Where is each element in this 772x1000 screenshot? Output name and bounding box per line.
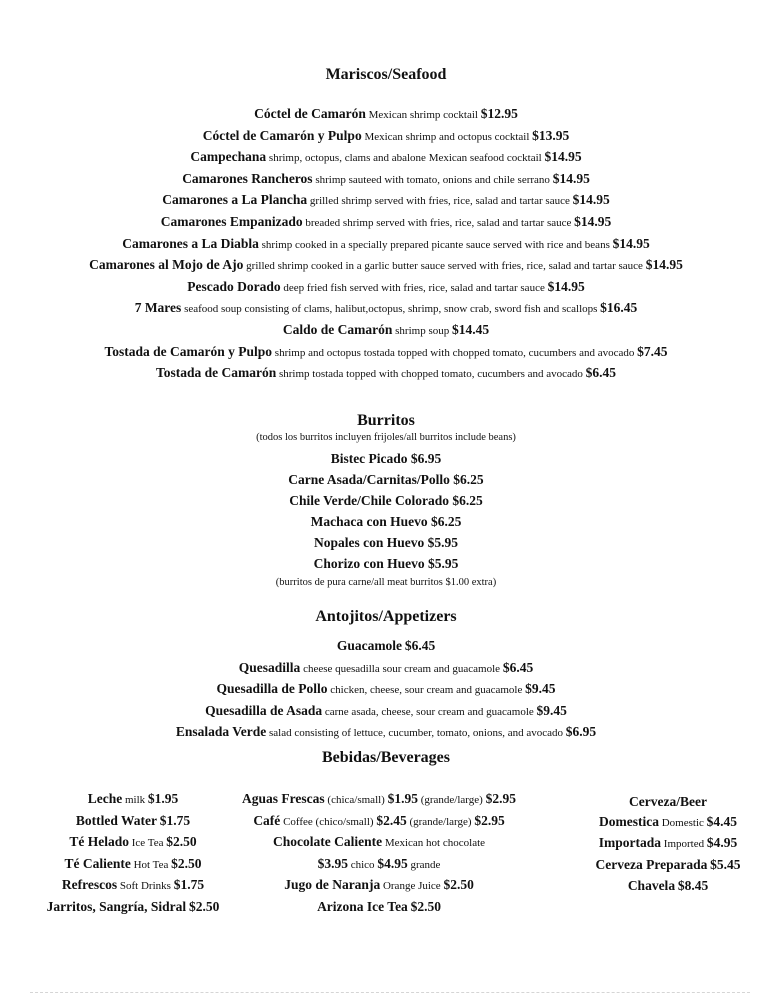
burritos-note-bottom: (burritos de pura carne/all meat burritos $1.00 extra) bbox=[275, 577, 497, 588]
item-description: grilled shrimp served with fries, rice, salad and tartar sauce bbox=[309, 195, 570, 208]
burrito-item: Machaca con Huevo $6.25 bbox=[310, 514, 462, 529]
beverage-item bbox=[588, 876, 748, 898]
item-name: Jugo de Naranja bbox=[284, 877, 381, 892]
item-price: $2.50 bbox=[188, 898, 220, 914]
item-price: $9.45 bbox=[525, 681, 556, 697]
item-name: Té Helado bbox=[69, 834, 130, 849]
item-description: Hot Tea bbox=[133, 858, 169, 871]
menu-item bbox=[0, 234, 772, 256]
item-price: $2.50 bbox=[410, 898, 441, 914]
item-name: Camarones a La Diabla bbox=[122, 235, 259, 251]
item-price: $3.95 bbox=[317, 855, 348, 871]
item-price: $2.45 bbox=[376, 812, 407, 828]
item-description: chicken, cheese, sour cream and guacamole bbox=[330, 684, 523, 697]
beverage-item bbox=[30, 854, 236, 876]
beverage-item bbox=[218, 875, 540, 897]
item-name: Guacamole bbox=[336, 638, 403, 653]
item-price: $2.50 bbox=[443, 877, 474, 892]
burrito-item: Bistec Picado $6.95 bbox=[330, 451, 442, 466]
item-name: Ensalada Verde bbox=[175, 724, 267, 740]
item-description: Mexican shrimp and octopus cocktail bbox=[364, 130, 530, 143]
menu-item bbox=[0, 169, 772, 191]
item-price: $16.45 bbox=[600, 300, 638, 316]
menu-item bbox=[0, 342, 772, 364]
item-name: Chocolate Caliente bbox=[272, 834, 383, 849]
item-price: $2.50 bbox=[171, 855, 202, 871]
item-price: $6.45 bbox=[502, 659, 534, 675]
item-price: $14.95 bbox=[552, 170, 590, 186]
item-name: Aguas Frescas bbox=[242, 791, 325, 806]
item-price: $14.95 bbox=[572, 192, 610, 208]
item-price: $2.50 bbox=[166, 834, 197, 849]
item-price: $13.95 bbox=[532, 127, 570, 143]
seafood-title: Mariscos/Seafood bbox=[325, 66, 447, 83]
burrito-item: Chorizo con Huevo $5.95 bbox=[313, 556, 459, 571]
item-description: shrimp, octopus, clams and abalone Mexican seafood cocktail bbox=[268, 152, 542, 165]
beverage-item bbox=[30, 897, 236, 919]
item-description: Coffee (chico/small) bbox=[283, 815, 374, 828]
item-description: shrimp cooked in a specially prepared picante sauce served with rice and beans bbox=[261, 238, 610, 251]
beverages-column-1 bbox=[30, 789, 236, 918]
beverage-item bbox=[30, 789, 236, 811]
item-price: $8.45 bbox=[677, 878, 709, 893]
beverages-column-2 bbox=[218, 789, 540, 918]
burrito-item: Carne Asada/Carnitas/Pollo $6.25 bbox=[288, 472, 484, 487]
beverage-item bbox=[588, 812, 748, 834]
item-price: $6.95 bbox=[565, 724, 597, 740]
appetizers-title: Antojitos/Appetizers bbox=[315, 608, 457, 625]
item-description: chico bbox=[350, 858, 375, 871]
item-description: (grande/large) bbox=[409, 815, 472, 828]
item-name: Cóctel de Camarón y Pulpo bbox=[202, 127, 362, 143]
burrito-item: Chile Verde/Chile Colorado $6.25 bbox=[289, 493, 483, 508]
item-price: $1.75 bbox=[173, 877, 205, 892]
item-name: Quesadilla de Pollo bbox=[216, 681, 328, 697]
item-name: Arizona Ice Tea bbox=[317, 898, 408, 914]
item-name: Camarones a La Plancha bbox=[162, 192, 308, 208]
item-name: Pescado Dorado bbox=[187, 278, 281, 294]
menu-item bbox=[0, 277, 772, 299]
item-name: Jarritos, Sangría, Sidral bbox=[46, 898, 187, 914]
item-description: (grande/large) bbox=[420, 794, 483, 806]
item-name: Quesadilla de Asada bbox=[205, 702, 323, 718]
page-edge-artifact bbox=[30, 992, 750, 995]
item-name: Tostada de Camarón y Pulpo bbox=[104, 343, 273, 359]
burritos-list bbox=[0, 429, 772, 592]
item-description: Domestic bbox=[661, 816, 704, 829]
item-name: Refrescos bbox=[61, 877, 118, 892]
beverages-column-3 bbox=[588, 792, 748, 898]
item-name: Tostada de Camarón bbox=[155, 365, 277, 381]
beverage-item bbox=[218, 832, 540, 854]
seafood-list bbox=[0, 104, 772, 385]
item-description: Mexican shrimp cocktail bbox=[368, 109, 478, 121]
item-name: Campechana bbox=[190, 149, 267, 165]
item-name: Cerveza Preparada bbox=[595, 856, 708, 872]
item-description: shrimp soup bbox=[395, 324, 450, 337]
menu-item bbox=[0, 636, 772, 658]
item-price: $4.95 bbox=[706, 835, 738, 850]
menu-item bbox=[0, 255, 772, 277]
item-price: $14.95 bbox=[645, 257, 683, 273]
beverage-item bbox=[588, 833, 748, 855]
menu-item bbox=[0, 722, 772, 744]
item-name: Camarones Empanizado bbox=[160, 213, 303, 229]
burritos-note-top: (todos los burritos incluyen frijoles/all burritos include beans) bbox=[256, 432, 516, 443]
beverage-item bbox=[218, 811, 540, 833]
beverage-item bbox=[218, 897, 540, 919]
menu-item bbox=[0, 190, 772, 212]
beverage-item bbox=[30, 811, 236, 833]
item-description: Soft Drinks bbox=[119, 880, 171, 892]
item-description: Orange Juice bbox=[382, 880, 441, 892]
item-name: Caldo de Camarón bbox=[282, 321, 393, 337]
item-name: Café bbox=[253, 812, 281, 828]
item-price: $6.45 bbox=[585, 365, 617, 381]
item-name: Chavela bbox=[627, 878, 676, 893]
item-price: $1.95 bbox=[387, 791, 418, 806]
item-price: $1.95 bbox=[147, 791, 179, 806]
item-name: Camarones al Mojo de Ajo bbox=[89, 257, 244, 273]
item-name: Bottled Water bbox=[75, 812, 157, 828]
item-price: $14.95 bbox=[612, 235, 650, 251]
item-price: $14.95 bbox=[574, 213, 612, 229]
beverage-item bbox=[218, 789, 540, 811]
item-price: $5.45 bbox=[710, 856, 741, 872]
item-price: $6.45 bbox=[404, 638, 436, 653]
item-price: $4.45 bbox=[706, 813, 738, 829]
item-price: $9.45 bbox=[536, 702, 567, 718]
item-price: $2.95 bbox=[474, 812, 505, 828]
beverage-item bbox=[30, 832, 236, 854]
menu-item bbox=[0, 320, 772, 342]
beverage-item bbox=[218, 854, 540, 876]
burrito-item: Nopales con Huevo $5.95 bbox=[313, 535, 458, 550]
menu-item bbox=[0, 147, 772, 169]
item-name: Camarones Rancheros bbox=[182, 170, 313, 186]
item-description: salad consisting of lettuce, cucumber, tomato, onions, and avocado bbox=[268, 727, 564, 740]
item-description: Mexican hot chocolate bbox=[384, 837, 486, 849]
item-name: Domestica bbox=[598, 813, 659, 829]
item-description: cheese quesadilla sour cream and guacamole bbox=[303, 662, 501, 675]
item-price: $14.95 bbox=[547, 278, 585, 294]
burritos-title: Burritos bbox=[357, 412, 415, 429]
item-description: deep fried fish served with fries, rice, salad and tartar sauce bbox=[283, 281, 545, 294]
item-name: Leche bbox=[87, 791, 123, 806]
menu-item bbox=[0, 363, 772, 385]
menu-item bbox=[0, 298, 772, 320]
item-description: grande bbox=[410, 858, 441, 871]
beverage-item bbox=[588, 855, 748, 877]
menu-item bbox=[0, 126, 772, 148]
item-name: Quesadilla bbox=[238, 659, 301, 675]
menu-item bbox=[0, 212, 772, 234]
item-description: carne asada, cheese, sour cream and guacamole bbox=[324, 705, 534, 718]
menu-item bbox=[0, 679, 772, 701]
menu-item bbox=[0, 701, 772, 723]
item-price: $14.45 bbox=[451, 321, 490, 337]
item-name: Té Caliente bbox=[64, 855, 131, 871]
item-price: $12.95 bbox=[480, 106, 518, 121]
item-price: $4.95 bbox=[377, 855, 408, 871]
item-name: Cóctel de Camarón bbox=[254, 106, 366, 121]
item-description: milk bbox=[124, 794, 146, 806]
item-description: Ice Tea bbox=[131, 837, 164, 849]
item-description: Imported bbox=[663, 838, 705, 850]
item-price: $7.45 bbox=[637, 343, 668, 359]
item-name: 7 Mares bbox=[134, 300, 182, 316]
item-description: (chica/small) bbox=[327, 794, 385, 806]
item-description: shrimp sauteed with tomato, onions and chile serrano bbox=[315, 173, 550, 186]
item-price: $14.95 bbox=[544, 149, 582, 165]
appetizers-list bbox=[0, 636, 772, 744]
beverage-item bbox=[30, 875, 236, 897]
item-description: seafood soup consisting of clams, halibut,octopus, shrimp, snow crab, sword fish and scallops bbox=[184, 303, 598, 316]
menu-item bbox=[0, 104, 772, 126]
item-description: grilled shrimp cooked in a garlic butter sauce served with fries, rice, salad and tartar sauce bbox=[246, 260, 643, 273]
item-price: $2.95 bbox=[485, 791, 516, 806]
item-price: $1.75 bbox=[159, 812, 191, 828]
beer-title: Cerveza/Beer bbox=[629, 794, 707, 809]
beverages-title: Bebidas/Beverages bbox=[322, 749, 450, 766]
item-name: Importada bbox=[598, 835, 662, 850]
item-description: shrimp and octopus tostada topped with chopped tomato, cucumbers and avocado bbox=[274, 346, 635, 359]
item-description: breaded shrimp served with fries, rice, salad and tartar sauce bbox=[305, 216, 572, 229]
item-description: shrimp tostada topped with chopped tomato, cucumbers and avocado bbox=[278, 368, 583, 381]
menu-item bbox=[0, 658, 772, 680]
